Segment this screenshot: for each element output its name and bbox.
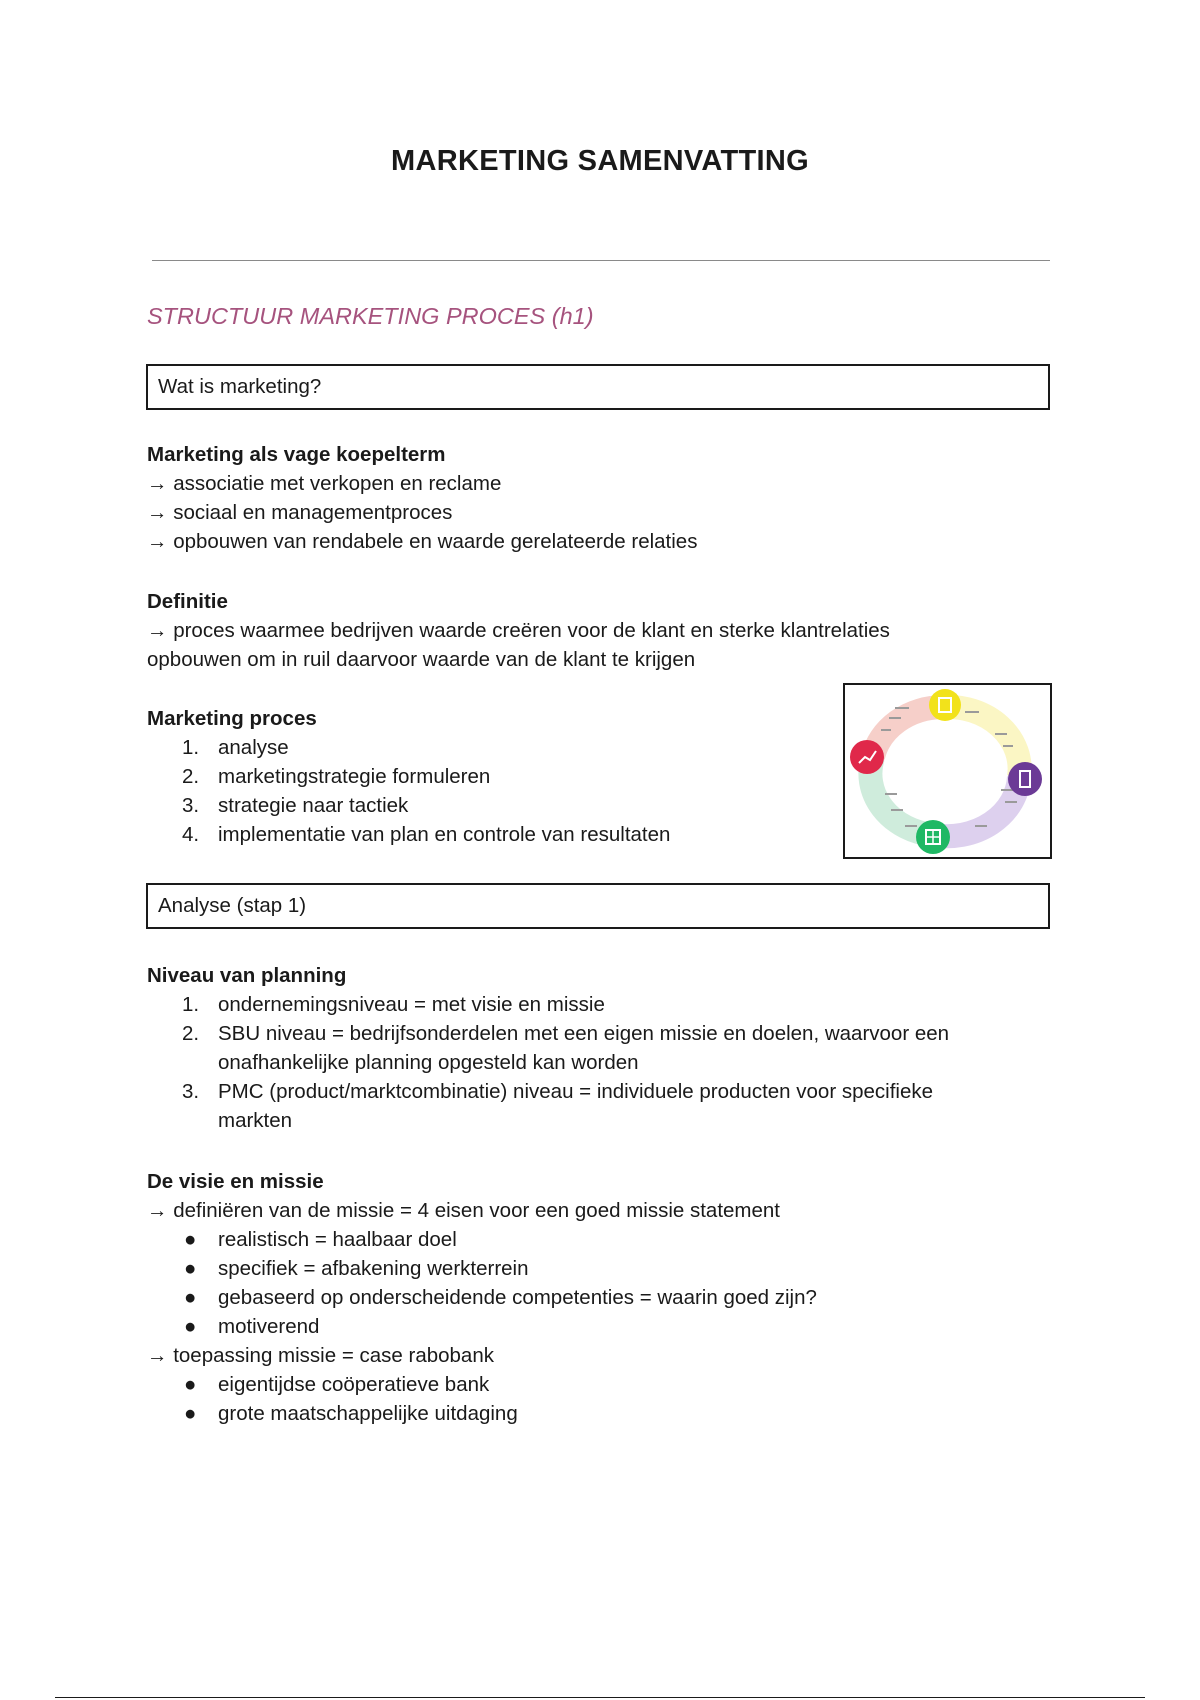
footer-divider bbox=[55, 1697, 1145, 1698]
list-item: ● specifiek = afbakening werkterrein bbox=[184, 1257, 529, 1280]
phone-icon bbox=[1008, 762, 1042, 796]
list-item: ● eigentijdse coöperatieve bank bbox=[184, 1373, 490, 1396]
definitie-heading: Definitie bbox=[147, 590, 228, 613]
list-item: 1. analyse bbox=[182, 736, 289, 759]
list-item: 3. strategie naar tactiek bbox=[182, 794, 409, 817]
definitie-section bbox=[147, 587, 890, 674]
planning-heading: Niveau van planning bbox=[147, 964, 347, 987]
list-item: ● gebaseerd op onderscheidende competenties = waarin goed zijn? bbox=[184, 1286, 817, 1309]
list-item: 1. ondernemingsniveau = met visie en missie bbox=[182, 993, 605, 1016]
list-item: ● grote maatschappelijke uitdaging bbox=[184, 1402, 518, 1425]
list-item: 4. implementatie van plan en controle van resultaten bbox=[182, 823, 671, 846]
analyse-box: Analyse (stap 1) bbox=[146, 883, 1050, 929]
chart-icon bbox=[850, 740, 884, 774]
koepelterm-section bbox=[147, 440, 697, 556]
marketing-process-diagram bbox=[843, 683, 1052, 859]
koepelterm-heading: Marketing als vage koepelterm bbox=[147, 443, 446, 466]
visie-intro: → definiëren van de missie = 4 eisen voor een goed missie statement bbox=[147, 1199, 780, 1222]
planning-section bbox=[147, 961, 949, 1135]
list-item: ● motiverend bbox=[184, 1315, 320, 1338]
definitie-line: → proces waarmee bedrijven waarde creëren voor de klant en sterke klantrelaties bbox=[147, 619, 890, 642]
list-item: 2. marketingstrategie formuleren bbox=[182, 765, 491, 788]
process-cycle-image bbox=[845, 685, 1050, 857]
title-divider bbox=[152, 260, 1050, 261]
page-title: MARKETING SAMENVATTING bbox=[391, 145, 809, 177]
list-item: 2. SBU niveau = bedrijfsonderdelen met een eigen missie en doelen, waarvoor een onafhankelijke planning opgesteld kan worden bbox=[182, 1022, 950, 1074]
list-item: ● realistisch = haalbaar doel bbox=[184, 1228, 457, 1251]
visie-heading: De visie en missie bbox=[147, 1170, 324, 1193]
koepelterm-line: → opbouwen van rendabele en waarde gerelateerde relaties bbox=[147, 530, 698, 553]
visie-section bbox=[147, 1167, 817, 1428]
koepelterm-line: → sociaal en managementproces bbox=[147, 501, 453, 524]
section-heading: STRUCTUUR MARKETING PROCES (h1) bbox=[147, 303, 594, 329]
question-box: Wat is marketing? bbox=[146, 364, 1050, 410]
proces-heading: Marketing proces bbox=[147, 707, 317, 730]
list-item: 3. PMC (product/marktcombinatie) niveau = individuele producten voor specifieke markten bbox=[182, 1080, 934, 1132]
definitie-line: opbouwen om in ruil daarvoor waarde van de klant te krijgen bbox=[147, 648, 696, 671]
proces-section bbox=[147, 704, 670, 849]
koepelterm-line: → associatie met verkopen en reclame bbox=[147, 472, 502, 495]
clipboard-icon bbox=[929, 689, 961, 721]
visie-intro-2: → toepassing missie = case rabobank bbox=[147, 1344, 494, 1367]
